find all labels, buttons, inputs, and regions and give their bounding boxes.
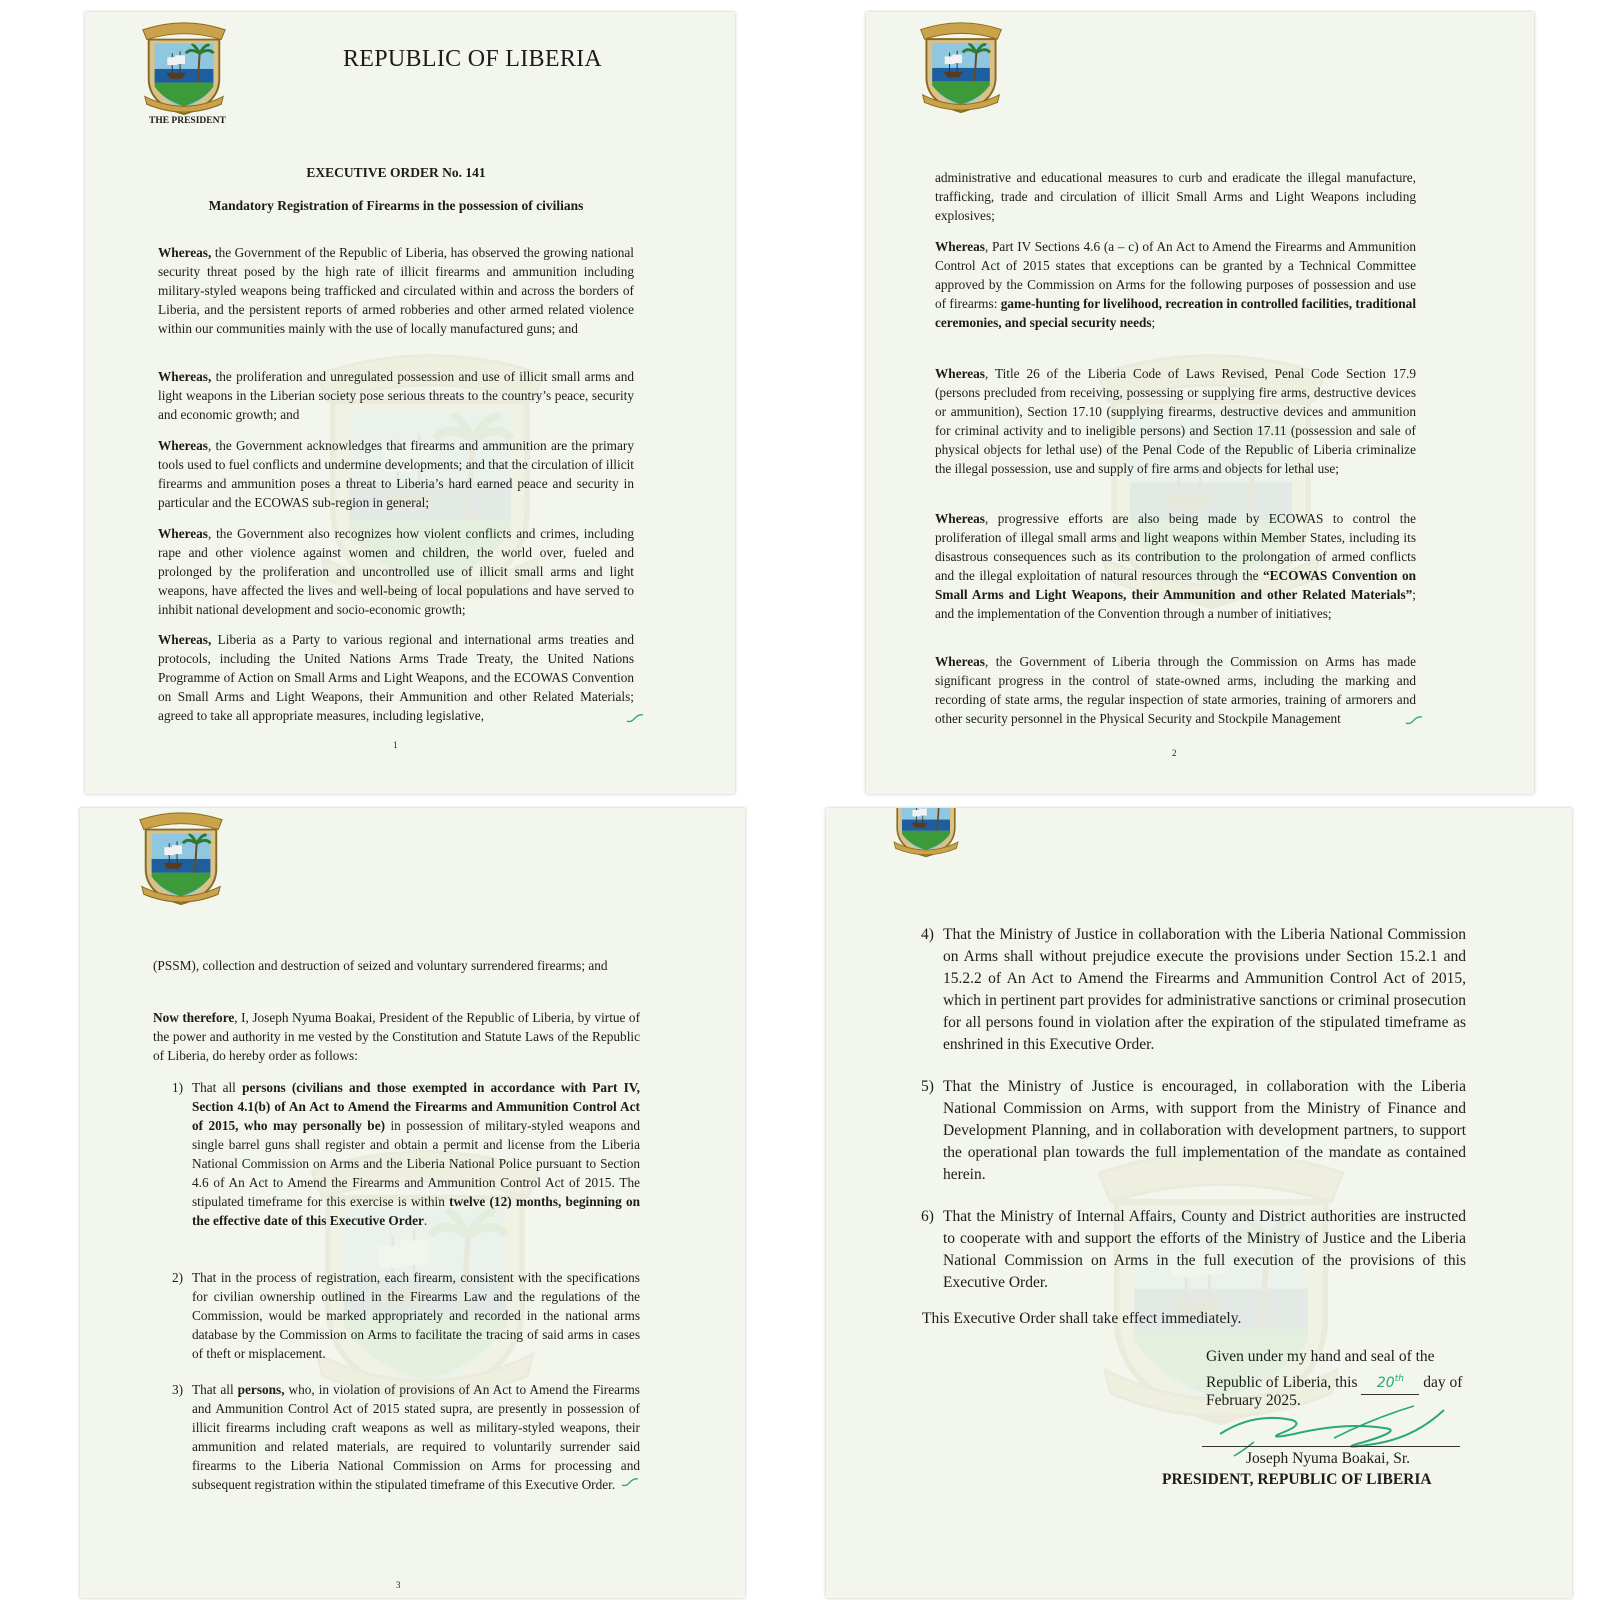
given-month-year: February 2025. [1206, 1392, 1301, 1409]
page-number: 2 [1172, 748, 1177, 758]
page-number: 1 [393, 740, 398, 750]
document-page-4 [826, 808, 1572, 1598]
item-text: That in the process of registration, each firearm, consistent with the specifications for civilian ownership outlined in the Firearms Law and the regulations of the Commission, would be marked appropriately and recorded in the national arms database by the Commission on Arms to facilitate the tracing of said arms in cases of theft or misplacement. [192, 1270, 640, 1361]
whereas-text: , the Government also recognizes how violent conflicts and crimes, including rape and other violence against women and children, the world over, fueled and prolonged by the proliferation and uncontrolled use of illicit small arms and light weapons, have affected the lives and well-being of local populations and have served to inhibit national development and socio-economic growth; [158, 526, 634, 617]
continuation-paragraph [153, 956, 640, 975]
whereas-text: , the Government of Liberia through the Commission on Arms has made significant progress in the control of state-owned arms, including the marking and recording of state arms, the regular inspection of state armories, training of armorers and other security personnel in the Physical Security and Stockpile Management [935, 654, 1416, 726]
document-page-2 [866, 12, 1534, 794]
now-therefore-lead: Now therefore [153, 1010, 235, 1025]
given-date-text: Republic of Liberia, this [1206, 1374, 1358, 1392]
whereas-paragraph [935, 237, 1416, 332]
given-day-of: day of [1423, 1374, 1463, 1392]
liberia-seal-emblem [132, 808, 230, 906]
initial-tick-icon [620, 1476, 640, 1488]
whereas-bold-text: game-hunting for livelihood, recreation in controlled facilities, traditional ceremonies, and special security needs [935, 296, 1417, 330]
handwritten-day: 20 [1376, 1375, 1395, 1392]
day-blank [1361, 1368, 1419, 1395]
order-number: EXECUTIVE ORDER No. 141 [306, 165, 486, 180]
whereas-paragraph [158, 630, 634, 725]
handwritten-day-suffix: th [1394, 1374, 1404, 1384]
whereas-text: Liberia as a Party to various regional and international arms treaties and protocols, including the United Nations Arms Trade Treaty, the United Nations Programme of Action on Small Arms and Light Weapons, and the ECOWAS Convention on Small Arms and Light Weapons, their Ammunition and other Related Materials; agreed to take all appropriate measures, including legislative, [158, 632, 634, 723]
item-bold-text: persons (civilians and those exempted in accordance with Part IV, Section 4.1(b) of An Act to Amend the Firearms and Ammunition Control Act of 2015, who may personally be) [192, 1080, 640, 1133]
whereas-lead: Whereas [935, 654, 985, 669]
item-text: . [423, 1213, 428, 1228]
country-title: REPUBLIC OF LIBERIA [343, 46, 603, 72]
paragraph-text: administrative and educational measures to curb and eradicate the illegal manufacture, trafficking, trade and circulation of illicit Small Arms and Light Weapons including explosives; [935, 170, 1416, 223]
liberia-seal-emblem [135, 18, 233, 116]
item-text: in possession of military-styled weapons and single barrel guns shall register and obtain a permit and license from the Liberia National Commission on Arms and the Liberia National Police pursuant to Section 4.6 of An Act to Amend the Firearms and Ammunition Control Act of 2015. The stipulated timeframe for this exercise is within [192, 1118, 641, 1209]
whereas-paragraph [158, 436, 634, 512]
whereas-paragraph [935, 509, 1416, 623]
whereas-lead: Whereas [935, 366, 985, 381]
whereas-paragraph [158, 243, 634, 338]
order-item [943, 924, 1466, 1056]
item-text: That the Ministry of Justice in collaboration with the Liberia National Commission on Arms shall without prejudice execute the provisions under Section 15.2.1 and 15.2.2 of An Act to Amend the Firearms and Ammunition Control Act of 2015, which in pertinent part provides for administrative sanctions or criminal prosecution for all persons found in violation after the expiration of the stipulated timeframe as enshrined in this Executive Order. [943, 926, 1466, 1053]
whereas-text: the proliferation and unregulated possession and use of illicit small arms and light weapons in the Liberian society pose serious threats to the country’s peace, security and economic growth; and [158, 369, 634, 422]
document-page-1 [85, 12, 735, 794]
whereas-tail: ; [1151, 315, 1156, 330]
whereas-bold-text: “ECOWAS Convention on Small Arms and Light Weapons, their Ammunition and other Related Materials” [935, 568, 1417, 602]
whereas-lead: Whereas [935, 511, 985, 526]
item-number: 5) [921, 1078, 934, 1095]
whereas-tail: ; and the implementation of the Convention through a number of initiatives; [935, 587, 1416, 621]
order-item [943, 1206, 1466, 1294]
item-number: 4) [921, 926, 934, 943]
whereas-text: , Part IV Sections 4.6 (a – c) of An Act to Amend the Firearms and Ammunition Control Act of 2015 states that exceptions can be granted by a Technical Committee approved by the Commission on Arms for the following purposes of possession and use of firearms: [935, 239, 1416, 311]
item-text: who, in violation of provisions of An Act to Amend the Firearms and Ammunition Control Act of 2015 stated supra, are presently in possession of illicit firearms including craft weapons as well as military-styled weapons, their ammunition and related materials, are required to voluntarily surrender said firearms to the Liberia National Commission on Arms for processing and subsequent registration within the stipulated timeframe of this Executive Order. [192, 1382, 640, 1492]
order-item [192, 1078, 640, 1230]
whereas-lead: Whereas [158, 438, 208, 453]
order-item [192, 1380, 640, 1494]
signatory-title: PRESIDENT, REPUBLIC OF LIBERIA [1162, 1471, 1432, 1488]
whereas-text: , Title 26 of the Liberia Code of Laws Revised, Penal Code Section 17.9 (persons precluded from receiving, possessing or supplying fire arms, destructive devices or ammunition), Section 17.10 (supplying firearms, destructive devices and ammunition for criminal activity and to ineligible persons) and Section 17.11 (possession and sale of physical objects for lethal use) of the Penal Code of the Republic of Liberia criminalize the illegal possession, use and supply of fire arms and objects for lethal use; [935, 366, 1416, 476]
continuation-paragraph [935, 168, 1416, 225]
page-number: 3 [396, 1580, 401, 1590]
item-text: That all [192, 1382, 238, 1397]
effect-statement: This Executive Order shall take effect immediately. [922, 1310, 1242, 1327]
now-therefore-text: , I, Joseph Nyuma Boakai, President of the Republic of Liberia, by virtue of the power and authority in me vested by the Constitution and Statute Laws of the Republic of Liberia, do hereby order as follows: [153, 1010, 640, 1063]
whereas-lead: Whereas [158, 526, 208, 541]
item-bold-text: persons, [237, 1382, 285, 1397]
whereas-paragraph [935, 652, 1416, 728]
initial-tick-icon [1404, 714, 1424, 726]
item-number: 1) [172, 1080, 184, 1095]
whereas-paragraph [158, 524, 634, 619]
liberia-seal-emblem [913, 18, 1009, 114]
order-subject: Mandatory Registration of Firearms in the possession of civilians [208, 198, 584, 213]
now-therefore-paragraph [153, 1008, 640, 1065]
initial-tick-icon [625, 712, 645, 724]
given-under-hand-line: Given under my hand and seal of the [1206, 1348, 1435, 1365]
order-item [943, 1076, 1466, 1186]
signatory-name: Joseph Nyuma Boakai, Sr. [1246, 1450, 1411, 1467]
item-text: That the Ministry of Internal Affairs, County and District authorities are instructed to cooperate with and support the efforts of the Ministry of Justice and the Liberia National Commission on Arms in the full execution of the provisions of this Executive Order. [943, 1208, 1466, 1291]
item-bold-text: twelve (12) months, beginning on the effective date of this Executive Order [192, 1194, 641, 1228]
item-number: 3) [172, 1382, 184, 1397]
whereas-text: the Government of the Republic of Liberia, has observed the growing national security threat posed by the high rate of illicit firearms and ammunition including military-styled weapons being trafficked and circulated within and across the borders of Liberia, and the persistent reports of armed robberies and other armed related violence within our communities mainly with the use of locally manufactured guns; and [158, 245, 634, 336]
document-page-3 [80, 808, 745, 1598]
office-label: THE PRESIDENT [149, 116, 226, 126]
whereas-text: , progressive efforts are also being made by ECOWAS to control the proliferation of illegal small arms and light weapons within Member States, including its disastrous consequences such as its contribution to the prolongation of armed conflicts and the illegal exploitation of natural resources through the [935, 511, 1416, 583]
whereas-lead: Whereas, [158, 369, 212, 384]
whereas-text: , the Government acknowledges that firearms and ammunition are the primary tools used to fuel conflicts and undermine developments; and that the circulation of illicit firearms and ammunition poses a threat to Liberia’s hard earned peace and security in particular and the ECOWAS sub-region in general; [158, 438, 634, 510]
liberia-seal-emblem [876, 808, 976, 858]
paragraph-text: (PSSM), collection and destruction of seized and voluntary surrendered firearms; and [153, 958, 608, 973]
order-item [192, 1268, 640, 1363]
item-text: That the Ministry of Justice is encouraged, in collaboration with the Liberia National Commission on Arms, with support from the Ministry of Finance and Development Planning, and in collaboration with development partners, to support the operational plan towards the full implementation of the mandate as contained herein. [943, 1078, 1466, 1183]
whereas-lead: Whereas [935, 239, 985, 254]
whereas-paragraph [935, 364, 1416, 478]
item-number: 6) [921, 1208, 934, 1225]
whereas-lead: Whereas, [158, 632, 212, 647]
item-text: That all [192, 1080, 243, 1095]
whereas-paragraph [158, 367, 634, 424]
item-number: 2) [172, 1270, 184, 1285]
whereas-lead: Whereas, [158, 245, 212, 260]
signature-line [1202, 1446, 1460, 1447]
